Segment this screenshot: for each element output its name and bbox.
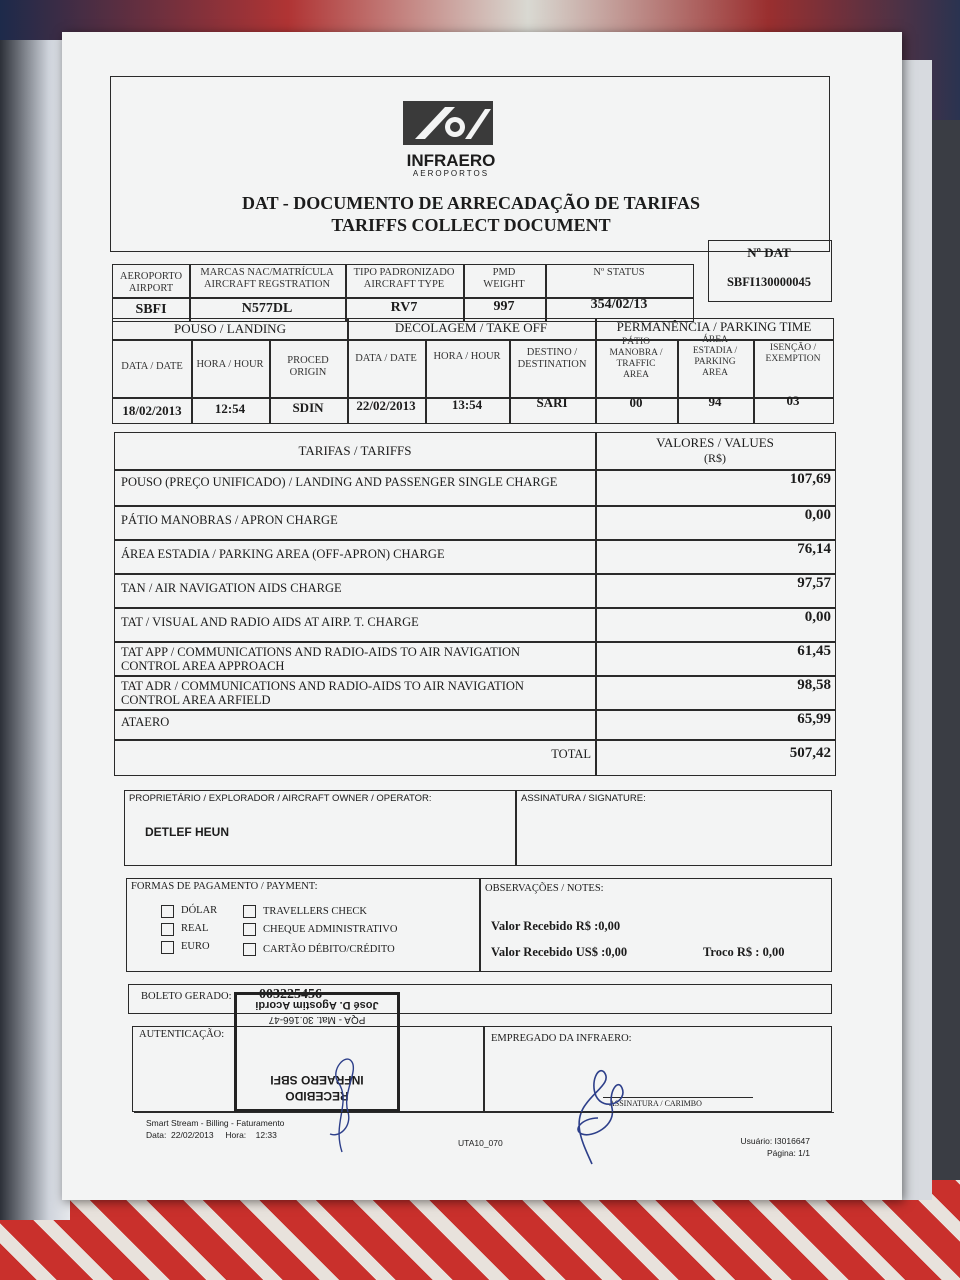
dat-value: SBFI130000045 (726, 275, 812, 289)
checkbox-euro[interactable] (161, 941, 174, 954)
dat-label: Nº DAT (747, 245, 791, 260)
landing-hour-value: 12:54 (214, 401, 246, 416)
tariff-amount: 65,99 (797, 711, 831, 727)
stamp-registration: PQA - Mat. 30.166-47 (268, 1014, 366, 1025)
owner-name: DETLEF HEUN (145, 825, 229, 839)
tariff-label: ÁREA ESTADIA / PARKING AREA (OFF-APRON) CHARGE (121, 547, 445, 561)
destination-value: SARI (536, 395, 568, 410)
tariff-label-line2: CONTROL AREA APPROACH (121, 659, 285, 673)
tariff-label: POUSO (PREÇO UNIFICADO) / LANDING AND PASSENGER SINGLE CHARGE (121, 475, 558, 489)
sign-stamp-label: ASSINATURA / CARIMBO (609, 1099, 702, 1108)
takeoff-date-label: DATA / DATE (355, 353, 417, 364)
owner-box (124, 790, 832, 866)
tariff-label: TAT APP / COMMUNICATIONS AND RADIO-AIDS TO AIR NAVIGATION (121, 645, 521, 659)
footer-page: Página: 1/1 (766, 1148, 810, 1158)
footer-date: Data: 22/02/2013 Hora: 12:33 (146, 1130, 277, 1140)
authentication-label: AUTENTICAÇÃO: (139, 1029, 225, 1040)
tariff-amount: 0,00 (804, 609, 831, 625)
notes-label: OBSERVAÇÕES / NOTES: (485, 883, 604, 894)
checkbox-cheque-administrativo[interactable] (243, 923, 256, 936)
tariff-amount: 0,00 (804, 507, 831, 523)
airport-label: AEROPORTO AIRPORT (119, 271, 183, 294)
movement-box (112, 318, 834, 424)
weight-value: 997 (493, 299, 515, 314)
checkbox-real[interactable] (161, 923, 174, 936)
footer-user: Usuário: I3016647 (740, 1136, 810, 1146)
boleto-label: BOLETO GERADO: (141, 991, 232, 1002)
traffic-area-value: 00 (629, 395, 643, 410)
registration-value: N577DL (241, 301, 293, 316)
checkbox-travellers-check[interactable] (243, 905, 256, 918)
tariff-label: PÁTIO MANOBRAS / APRON CHARGE (121, 513, 338, 527)
currency-header: (R$) (704, 451, 726, 465)
takeoff-title: DECOLAGEM / TAKE OFF (394, 320, 548, 335)
employee-label: EMPREGADO DA INFRAERO: (491, 1033, 632, 1044)
tariff-label: TAN / AIR NAVIGATION AIDS CHARGE (121, 581, 342, 595)
logo-subtext: AEROPORTOS (412, 169, 490, 178)
landing-date-label: DATA / DATE (121, 361, 183, 372)
values-header: VALORES / VALUES (656, 435, 774, 450)
change-value: Troco R$ : 0,00 (703, 945, 785, 959)
tariff-amount: 61,45 (797, 643, 831, 659)
footer-system: Smart Stream - Billing - Faturamento (146, 1118, 285, 1128)
option-cheque-label: CHEQUE ADMINISTRATIVO (263, 924, 398, 935)
received-usd: Valor Recebido US$ :0,00 (491, 945, 628, 959)
parking-area-label: ÁREA ESTADIA / PARKING AREA (692, 335, 738, 378)
option-cartao-label: CARTÃO DÉBITO/CRÉDITO (263, 944, 395, 955)
destination-label: DESTINO / DESTINATION (517, 347, 587, 370)
tariff-label-line2: CONTROL AREA ARFIELD (121, 693, 271, 707)
aircraft-type-value: RV7 (390, 300, 418, 315)
option-euro-label: EURO (181, 941, 210, 952)
dat-number-box (708, 240, 832, 302)
tariff-amount: 76,14 (797, 541, 831, 557)
origin-value: SDIN (292, 400, 324, 415)
takeoff-hour-label: HORA / HOUR (433, 351, 501, 362)
document-title-en: TARIFFS COLLECT DOCUMENT (331, 215, 611, 235)
boleto-number: 003225456 (259, 987, 322, 1002)
tariffs-header: TARIFAS / TARIFFS (298, 443, 412, 458)
header-box (110, 76, 830, 252)
checkbox-dolar[interactable] (161, 905, 174, 918)
received-brl: Valor Recebido R$ :0,00 (491, 919, 621, 933)
airport-value: SBFI (135, 302, 167, 317)
aircraft-type-label: TIPO PADRONIZADO AIRCRAFT TYPE (353, 267, 455, 290)
payment-box (126, 878, 832, 972)
takeoff-date-value: 22/02/2013 (356, 398, 416, 413)
signature-label: ASSINATURA / SIGNATURE: (521, 793, 646, 804)
owner-label: PROPRIETÁRIO / EXPLORADOR / AIRCRAFT OWNER / OPERATOR: (129, 793, 432, 804)
status-value: 354/02/13 (590, 297, 648, 312)
stamp-signature-icon (312, 1042, 372, 1162)
option-dolar-label: DÓLAR (181, 905, 218, 916)
tariff-label: TAT / VISUAL AND RADIO AIDS AT AIRP. T. CHARGE (121, 615, 419, 629)
checkbox-cartao[interactable] (243, 943, 256, 956)
binder-edge (0, 40, 70, 1220)
option-travellers-check-label: TRAVELLERS CHECK (263, 906, 367, 917)
registration-label: MARCAS NAC/MATRÍCULA AIRCRAFT REGSTRATION (200, 267, 334, 290)
infraero-logo-icon (393, 99, 503, 147)
document-title-pt: DAT - DOCUMENTO DE ARRECADAÇÃO DE TARIFAS (241, 193, 701, 213)
payment-label: FORMAS DE PAGAMENTO / PAYMENT: (131, 881, 318, 892)
total-label: TOTAL (551, 747, 591, 761)
stamp-name: José D. Agostim Acordi (255, 999, 379, 1011)
parking-area-value: 94 (708, 394, 722, 409)
landing-date-value: 18/02/2013 (122, 403, 182, 418)
stamp-org: INFRAERO SBFI (270, 1073, 364, 1087)
origin-label: PROCED ORIGIN (287, 355, 329, 378)
invoice-paper (62, 32, 902, 1200)
tariffs-table (114, 432, 836, 776)
option-real-label: REAL (181, 923, 209, 934)
tariff-label: TAT ADR / COMMUNICATIONS AND RADIO-AIDS TO AIR NAVIGATION (121, 679, 524, 693)
traffic-area-label: PÁTIO MANOBRA / TRAFFIC AREA (609, 337, 663, 380)
footer-code: UTA10_070 (458, 1138, 503, 1148)
aircraft-info-box (112, 264, 694, 322)
weight-label: PMD WEIGHT (483, 267, 525, 290)
logo-text: INFRAERO (406, 151, 496, 170)
takeoff-hour-value: 13:54 (451, 397, 483, 412)
total-amount: 507,42 (789, 745, 831, 761)
landing-title: POUSO / LANDING (174, 321, 286, 336)
tariff-label: ATAERO (121, 715, 170, 729)
stamp-title: RECEBIDO (285, 1089, 349, 1103)
tariff-amount: 98,58 (797, 677, 831, 693)
tariff-amount: 97,57 (797, 575, 831, 591)
status-label: Nº STATUS (593, 267, 645, 278)
landing-hour-label: HORA / HOUR (196, 359, 264, 370)
parking-title: PERMANÊNCIA / PARKING TIME (616, 319, 812, 334)
exemption-value: 03 (786, 393, 800, 408)
exemption-label: ISENÇÃO / EXEMPTION (765, 343, 821, 364)
tariff-amount: 107,69 (789, 471, 831, 487)
